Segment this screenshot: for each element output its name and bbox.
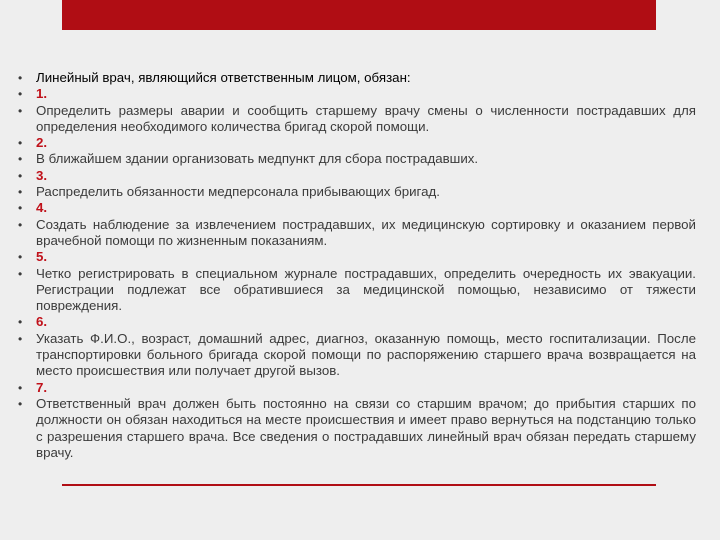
item-number: • 4. xyxy=(18,200,696,216)
item-number: • 5. xyxy=(18,249,696,265)
item-number: • 2. xyxy=(18,135,696,151)
item-text: • Определить размеры аварии и сообщить старшему врачу смены о численности пострадавших для определения необходимого количества бригад скорой помощи. xyxy=(18,103,696,136)
item-text: • Ответственный врач должен быть постоянно на связи со старшим врачом; до прибытия старших по должности он обязан находиться на месте происшествия и имеет право вернуться на подстанцию только с разрешения старшего врача. Все сведения о пострадавших линейный врач обязан передать старшему врачу. xyxy=(18,396,696,461)
item-number: • 3. xyxy=(18,168,696,184)
top-decor-band xyxy=(62,0,656,30)
item-number: • 1. xyxy=(18,86,696,102)
item-number: • 7. xyxy=(18,380,696,396)
list-heading: • Линейный врач, являющийся ответственным лицом, обязан: xyxy=(18,70,696,86)
item-text: • Четко регистрировать в специальном журнале пострадавших, определить очередность их эвакуации. Регистрации подлежат все обратившиеся за медицинской помощью, независимо от тяжести повреждения. xyxy=(18,266,696,315)
item-text: • Создать наблюдение за извлечением пострадавших, их медицинскую сортировку и оказанием первой врачебной помощи по жизненным показаниям. xyxy=(18,217,696,250)
item-text: • В ближайшем здании организовать медпункт для сбора пострадавших. xyxy=(18,151,696,167)
bullet-list xyxy=(18,70,696,461)
item-text: • Указать Ф.И.О., возраст, домашний адрес, диагноз, оказанную помощь, место госпитализации. После транспортировки больного бригада скорой помощи по распоряжению старшего врача возвращается на место происшествия или получает другой вызов. xyxy=(18,331,696,380)
item-number: • 6. xyxy=(18,314,696,330)
bottom-divider xyxy=(62,484,656,486)
item-text: • Распределить обязанности медперсонала прибывающих бригад. xyxy=(18,184,696,200)
